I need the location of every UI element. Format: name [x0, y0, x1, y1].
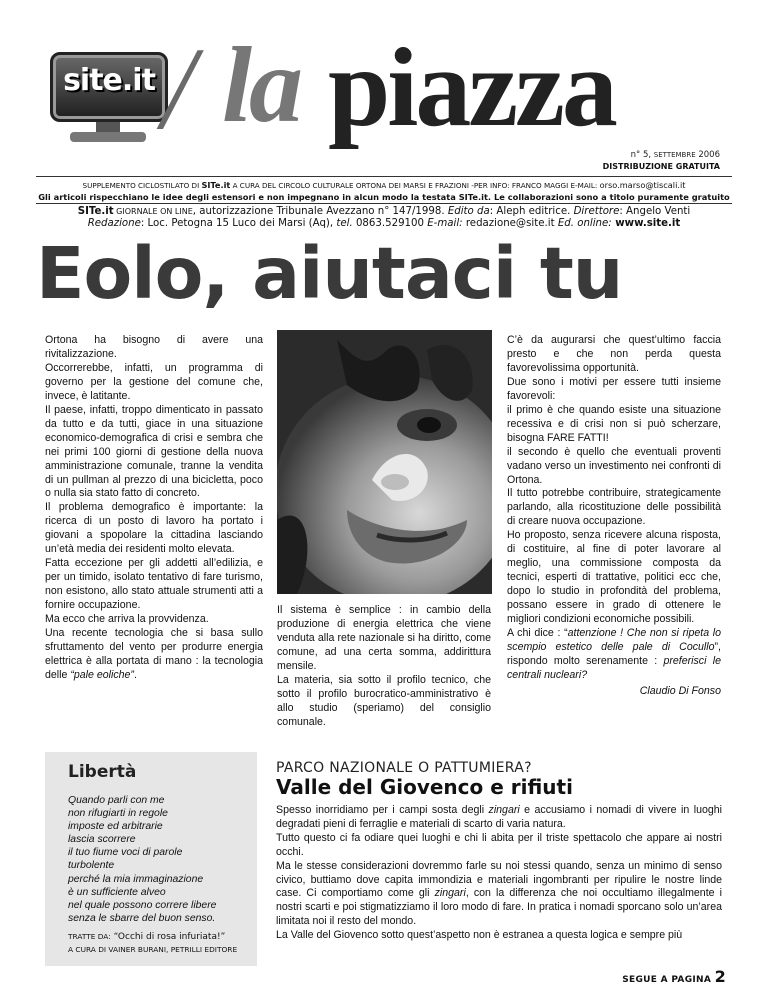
poem-line: non rifugiarti in regole — [68, 808, 168, 820]
paragraph: Il tutto potrebbe contribuire, strategicamente parlando, alla ricostituzione delle possibilità di creare nuova occupazione. — [507, 487, 721, 528]
mask-face-image — [277, 330, 492, 594]
paragraph: Ma ecco che arriva la provvidenza. — [45, 613, 209, 626]
article-kicker: PARCO NAZIONALE O PATTUMIERA? — [276, 760, 532, 776]
poem-line: senza le sbarre del buon senso. — [68, 912, 216, 924]
paragraph: La Valle del Giovenco sotto quest’aspetto non è estranea a questa logica e sempre più — [276, 929, 683, 942]
paragraph: La materia, sia sotto il profilo tecnico, che sotto il profilo burocratico-amministrativo è allo studio (speriamo) del consiglio comunale. — [277, 673, 491, 728]
paragraph: Ortona ha bisogno di avere una rivitalizzazione. — [45, 334, 263, 360]
headline: Eolo, aiutaci tu — [36, 232, 623, 315]
brand-slash: / — [162, 23, 195, 154]
monitor-icon — [50, 52, 168, 122]
issue-year: 2006 — [698, 150, 720, 160]
poem-line: è un sufficiente alveo — [68, 886, 166, 898]
brand-piazza: piazza — [328, 26, 615, 150]
issue-month: SETTEMBRE — [653, 151, 696, 159]
contact-email[interactable]: orso.marso@tiscali.it — [599, 180, 686, 190]
issue-info — [631, 150, 720, 160]
registration-info: SITe.it GIORNALE ON LINE, autorizzazione Tribunale Avezzano n° 147/1998. Edito da: Aleph editrice. Direttore: Angelo Venti Redazione: Loc. Petogna 15 Luco dei Marsi (Aq), tel. 0863.529100 E-mail: redazione@site.it Ed. online: www.site.it — [77, 206, 691, 229]
page-number: 2 — [714, 967, 726, 986]
poem-line: lascia scorrere — [68, 834, 136, 846]
paragraph: Tutto questo ci fa odiare quei luoghi e chi li abita per il triste spettacolo che appare ai nostri occhi. — [276, 831, 722, 858]
poem-line: imposte ed arbitrarie — [68, 821, 163, 833]
brand-la: la — [222, 26, 301, 145]
distribution-note: DISTRIBUZIONE GRATUITA — [602, 162, 720, 171]
continued-on-page[interactable]: SEGUE A PAGINA 2 — [622, 967, 726, 986]
poem-line: turbolente — [68, 860, 115, 872]
logo-text: site.it — [63, 63, 155, 98]
paragraph: Il paese, infatti, troppo dimenticato in passato da tutto e da tutti, giace in una situazione economico-demografica di crisi e sembra che nei primi 100 giorni di gestione della nuova amministrazione comunale, tranne la vendita di un pullman al prezzo di una bicicletta, poco o nulla sia stato fatto di concreto. — [45, 403, 263, 500]
article-title: Valle del Giovenco e rifiuti — [276, 775, 573, 799]
poem-source: TRATTE DA: “Occhi di rosa infuriata!” A CURA DI VAINER BURANI, PETRILLI EDITORE — [68, 932, 238, 954]
newsroom-email[interactable]: redazione@site.it — [462, 218, 558, 229]
article-column-2 — [277, 604, 491, 730]
paragraph: Ma le stesse considerazioni dovremmo farle su noi stessi quando, senza un minimo di senso civico, buttiamo dove capita immondizia e materiali ingombranti per ripulire le nostre linde case. Ci comportiamo come gli zingari, con la differenza che noi occultiamo illegalmente i nostri scarti e poi stigmatizziamo il loro modo di fare. In pratica i nomadi sporcano solo un’area limitata noi il resto del mondo. — [276, 859, 722, 928]
poem-line: Quando parli con me — [68, 795, 165, 806]
divider — [36, 176, 732, 177]
paragraph: il primo è che quando esiste una situazione recessiva e di crisi non si può scherzare, bisogna FARE FATTI! — [507, 403, 721, 444]
article-photo — [277, 330, 492, 594]
supplement-line: SUPPLEMENTO CICLOSTILATO DI SITe.it A CURA DEL CIRCOLO CULTURALE ORTONA DEI MARSI E FRAZIONI -PER INFO: FRANCO MAGGI E-MAIL: orso.marso@tiscali.it — [82, 180, 686, 190]
article-body — [276, 804, 722, 943]
paragraph: Spesso inorridiamo per i campi sosta degli zingari e accusiamo i nomadi di vivere in luoghi degradati pieni di ferraglie e materiali di scarto di varia natura. — [276, 804, 722, 830]
paragraph: Due sono i motivi per essere tutti insieme favorevoli: — [507, 375, 721, 402]
poem-line: perché la mia immaginazione — [68, 873, 204, 885]
site-logo — [44, 46, 172, 146]
website-link[interactable]: www.site.it — [611, 218, 681, 229]
article-column-1 — [45, 334, 263, 683]
paragraph: C’è da augurarsi che quest’ultimo faccia presto e che non perda questa favorevolissima opportunità. — [507, 334, 721, 374]
paragraph: Occorrerebbe, infatti, un programma di governo per la gestione del comune che, invece, è latitante. — [45, 361, 263, 402]
poem-line: nel quale possono correre libere — [68, 899, 217, 911]
poem-text — [68, 794, 254, 925]
poem-line: il tuo fiume voci di parole — [68, 847, 183, 859]
paragraph: Il problema demografico è importante: la ricerca di un posto di lavoro ha portato i giovani a spopolare la cittadina lasciando un’età media dei residenti molto elevata. — [45, 501, 263, 556]
paragraph: Fatta eccezione per gli addetti all’edilizia, e per un timido, isolato tentativo di fare turismo, non esistono, allo stato attuale strumenti atti a fornire occupazione. — [45, 557, 263, 612]
disclaimer: Gli articoli rispecchiano le idee degli estensori e non impegnano in alcun modo la testata SITe.it. Le collaborazioni sono a titolo puramente gratuito — [38, 192, 730, 202]
paragraph: A chi dice : “attenzione ! Che non si ripeta lo scempio estetico delle pale di Cocullo”, rispondo molto serenamente : preferisci le centrali nucleari? — [507, 627, 721, 681]
paragraph: Una recente tecnologia che si basa sullo sfruttamento del vento per produrre energia elettrica è alla portata di mano : la tecnologia delle “pale eoliche”. — [45, 627, 263, 681]
poem-title: Libertà — [68, 762, 137, 782]
issue-number: n° 5, — [630, 150, 652, 160]
author-signature: Claudio Di Fonso — [639, 684, 721, 697]
paragraph: Ho proposto, senza ricevere alcuna risposta, di costituire, al fine di poter lavorare al meglio, una commissione composta da tecnici, esperti di trattative, politici ecc che, dopo lo studio in profondità del problema, possano essere in grado di ottenere le migliori condizioni economiche possibili. — [507, 529, 721, 626]
paragraph: Il sistema è semplice : in cambio della produzione di energia elettrica che viene venduta alla rete nazionale si ha diritto, come comune, ad una certa somma, addirittura mensile. — [277, 604, 491, 672]
divider — [36, 203, 732, 204]
article-column-3 — [507, 334, 721, 699]
paragraph: il secondo è quello che eventuali proventi vadano verso un investimento nei confronti di Ortona. — [507, 445, 721, 486]
